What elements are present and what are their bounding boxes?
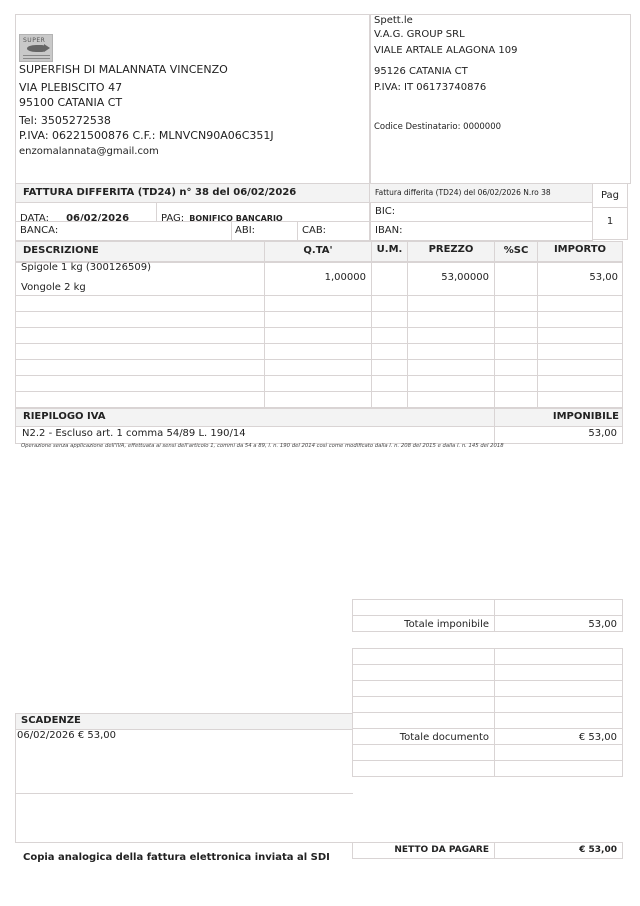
scadenze-divider — [15, 793, 353, 794]
totals-cell — [494, 696, 623, 713]
sender-email: enzomalannata@gmail.com — [19, 146, 159, 157]
payment-cell — [156, 202, 371, 222]
empty-table-cell — [407, 375, 495, 392]
empty-table-cell — [537, 343, 623, 360]
scadenze-entry: 06/02/2026 € 53,00 — [17, 730, 116, 741]
vat-summary-row-label: N2.2 - Escluso art. 1 comma 54/89 L. 190/14 — [15, 426, 495, 444]
empty-table-cell — [264, 375, 372, 392]
totals-cell — [352, 696, 495, 713]
recipient-codice-destinatario: Codice Destinatario: 0000000 — [374, 122, 502, 132]
empty-table-cell — [407, 327, 495, 344]
column-divider — [537, 262, 538, 296]
recipient-name: V.A.G. GROUP SRL — [374, 29, 465, 40]
totale-documento-value: € 53,00 — [578, 732, 617, 743]
empty-table-cell — [537, 391, 623, 408]
empty-table-cell — [407, 391, 495, 408]
empty-table-cell — [407, 359, 495, 376]
scadenze-box — [15, 729, 353, 843]
cab-cell: CAB: — [297, 221, 371, 241]
logo-line — [23, 58, 50, 59]
fish-icon — [27, 45, 45, 52]
vat-exemption-note: Operazione senza applicazione dell'IVA, effettuata ai sensi dell'articolo 1, commi da 54 a 89, l. n. 190 del 2014 così come modificato dalla l. n. 208 del 2015 e dalla l. n. 145 del 2018 — [21, 443, 504, 449]
sender-tel: Tel: 3505272538 — [19, 114, 111, 127]
netto-value: € 53,00 — [494, 842, 623, 859]
empty-table-cell — [15, 311, 265, 328]
empty-table-cell — [264, 343, 372, 360]
vat-summary-header: RIEPILOGO IVA — [15, 408, 495, 427]
totals-cell — [352, 599, 495, 616]
fish-tail-icon — [44, 44, 50, 52]
totals-cell — [352, 760, 495, 777]
empty-table-cell — [537, 359, 623, 376]
page-label: Pag — [592, 183, 628, 208]
date-value: 06/02/2026 — [66, 213, 130, 224]
item-qty: 1,00000 — [324, 272, 366, 283]
recipient-greeting: Spett.le — [374, 15, 413, 26]
date-label: DATA: — [20, 213, 49, 224]
empty-table-cell — [264, 311, 372, 328]
empty-table-cell — [407, 295, 495, 312]
empty-table-cell — [264, 327, 372, 344]
empty-table-cell — [494, 359, 538, 376]
logo-text: SUPER — [23, 37, 46, 44]
company-logo — [19, 34, 53, 62]
totals-cell — [352, 680, 495, 697]
empty-table-cell — [371, 359, 408, 376]
page-number: 1 — [592, 207, 628, 240]
recipient-address: VIALE ARTALE ALAGONA 109 — [374, 45, 518, 56]
totale-documento-label: Totale documento — [399, 732, 489, 743]
empty-table-cell — [15, 375, 265, 392]
empty-table-cell — [537, 311, 623, 328]
empty-table-cell — [494, 327, 538, 344]
totals-cell — [494, 648, 623, 665]
totals-cell — [352, 744, 495, 761]
empty-table-cell — [371, 375, 408, 392]
empty-table-cell — [15, 295, 265, 312]
empty-table-cell — [264, 295, 372, 312]
totals-cell — [352, 664, 495, 681]
empty-table-cell — [494, 391, 538, 408]
header-descrizione: DESCRIZIONE — [15, 241, 265, 262]
recipient-city: 95126 CATANIA CT — [374, 66, 468, 77]
recipient-piva: P.IVA: IT 06173740876 — [374, 82, 487, 93]
empty-table-cell — [494, 343, 538, 360]
date-cell — [15, 202, 157, 222]
empty-table-cell — [371, 311, 408, 328]
invoice-subtitle: Fattura differita (TD24) del 06/02/2026 N.ro 38 — [369, 183, 593, 203]
empty-table-cell — [494, 295, 538, 312]
totals-cell — [352, 712, 495, 729]
empty-table-cell — [371, 295, 408, 312]
logo-line — [23, 55, 50, 56]
item-price: 53,00000 — [441, 272, 489, 283]
scadenze-header: SCADENZE — [15, 713, 353, 730]
item-description-line1: Spigole 1 kg (300126509) — [21, 262, 151, 273]
invoice-title: FATTURA DIFFERITA (TD24) n° 38 del 06/02/2026 — [15, 183, 371, 203]
totals-cell — [494, 712, 623, 729]
totals-cell — [494, 744, 623, 761]
vat-summary-row-value: 53,00 — [494, 426, 623, 444]
payment-label: PAG: — [161, 213, 185, 224]
header-um: U.M. — [371, 241, 408, 262]
empty-table-cell — [371, 391, 408, 408]
empty-table-cell — [371, 327, 408, 344]
empty-table-cell — [15, 327, 265, 344]
totals-cell — [494, 664, 623, 681]
column-divider — [494, 262, 495, 296]
empty-table-cell — [537, 295, 623, 312]
empty-table-cell — [494, 375, 538, 392]
header-importo: IMPORTO — [537, 241, 623, 262]
empty-table-cell — [537, 327, 623, 344]
iban-cell: IBAN: — [369, 221, 593, 241]
sender-city: 95100 CATANIA CT — [19, 96, 123, 109]
empty-table-cell — [407, 343, 495, 360]
empty-table-cell — [407, 311, 495, 328]
bic-cell: BIC: — [369, 202, 593, 222]
empty-table-cell — [537, 375, 623, 392]
column-divider — [407, 262, 408, 296]
column-divider — [264, 262, 265, 296]
empty-table-cell — [371, 343, 408, 360]
item-amount: 53,00 — [589, 272, 618, 283]
empty-table-cell — [494, 311, 538, 328]
header-qta: Q.TA' — [264, 241, 372, 262]
header-sconto: %SC — [494, 241, 538, 262]
sender-name: SUPERFISH DI MALANNATA VINCENZO — [19, 63, 228, 76]
item-description-line2: Vongole 2 kg — [21, 282, 86, 293]
empty-table-cell — [15, 359, 265, 376]
sender-address: VIA PLEBISCITO 47 — [19, 81, 123, 94]
empty-table-cell — [15, 343, 265, 360]
totale-imponibile-label: Totale imponibile — [404, 619, 489, 630]
totals-cell — [352, 648, 495, 665]
netto-label: NETTO DA PAGARE — [352, 842, 495, 859]
totale-imponibile-value: 53,00 — [588, 619, 617, 630]
abi-cell: ABI: — [231, 221, 298, 241]
sender-piva-cf: P.IVA: 06221500876 C.F.: MLNVCN90A06C351J — [19, 129, 274, 142]
empty-table-cell — [15, 391, 265, 408]
totals-cell — [494, 599, 623, 616]
column-divider — [371, 262, 372, 296]
totals-cell — [494, 680, 623, 697]
header-prezzo: PREZZO — [407, 241, 495, 262]
empty-table-cell — [264, 359, 372, 376]
bank-cell: BANCA: — [15, 221, 232, 241]
totals-cell — [494, 760, 623, 777]
empty-table-cell — [264, 391, 372, 408]
footer-sdi-note: Copia analogica della fattura elettronica inviata al SDI — [23, 852, 330, 863]
imponibile-header: IMPONIBILE — [494, 408, 623, 427]
payment-value: BONIFICO BANCARIO — [189, 214, 283, 223]
